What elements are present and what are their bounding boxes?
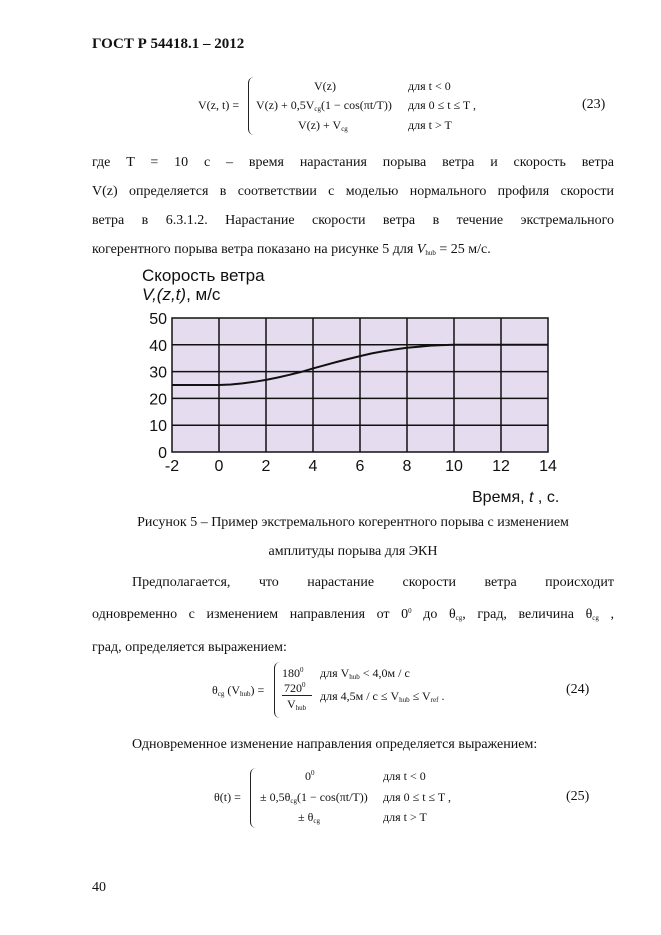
x-tick-label: 0 <box>214 458 224 475</box>
eq23-row1-cond: для t < 0 <box>408 79 451 93</box>
eq25-row3-cond: для t > T <box>383 810 427 824</box>
eq23-row3-expr: $V(z) + V_{cg}$ <box>298 118 348 133</box>
para2-line2: одновременно с изменением направления от $0^0$ до $\theta_{cg}$, град, величина $\theta_{cg}$ , <box>92 607 614 622</box>
eq25-row1-cond: для t < 0 <box>383 769 426 783</box>
eq25-row1-value: $0^0$ <box>305 769 315 783</box>
x-tick-label: 6 <box>355 458 365 475</box>
para1-line4: когерентного порыва ветра показано на рисунке 5 для $V_{hub} = 25$ м/с. <box>92 242 491 257</box>
para2-line3: град, определяется выражением: <box>92 640 287 655</box>
caption-line2: амплитуды порыва для ЭКН <box>268 544 438 559</box>
eq24-lhs: $\theta_{cg}$ $(V_{hub})$ = <box>212 683 265 698</box>
x-tick-label: 12 <box>492 458 510 475</box>
eq25-row3-expr: ± $\theta_{cg}$ <box>298 810 320 825</box>
y-tick-label: 20 <box>149 391 167 409</box>
paragraph-simultaneous-change <box>92 730 614 759</box>
eq25-brace <box>250 768 259 828</box>
x-tick-label: 10 <box>445 458 463 475</box>
para1-line3: ветра в 6.3.1.2. Нарастание скорости ветра в течение экстремального <box>92 213 614 228</box>
y-tick-label: 30 <box>149 364 167 382</box>
eq23-row2-cond: для 0 ≤ t ≤ T , <box>408 98 477 112</box>
eq25-row2-cond: для 0 ≤ t ≤ T , <box>383 790 452 804</box>
x-tick-label: 4 <box>308 458 318 475</box>
eq24-row2-cond: для $4,5м / с \le V_{hub} \le V_{ref}$ . <box>320 689 445 704</box>
x-tick-label: 8 <box>402 458 412 475</box>
eq23-row2-expr: $V(z) + 0,5V_{cg}(1 - \cos(\pi t/T))$ <box>256 98 392 113</box>
eq24-number: (24) <box>566 682 590 697</box>
eq24-row1-value: $180^0$ <box>282 666 304 680</box>
paragraph-direction-change <box>92 568 614 662</box>
eq25-lhs: θ(t) = <box>214 790 241 804</box>
figure-5-caption <box>92 508 614 566</box>
x-tick-label: -2 <box>164 458 180 475</box>
page-number: 40 <box>92 880 106 895</box>
eq24-row1-cond: для $V_{hub} < 4,0м / с$ <box>320 666 410 681</box>
para1-line1: где T = 10 с – время нарастания порыва ветра и скорость ветра <box>92 155 614 170</box>
x-tick-label: 2 <box>261 458 271 475</box>
para2-line1: Предполагается, что нарастание скорости ветра происходит <box>132 575 614 590</box>
document-code-header: ГОСТ Р 54418.1 – 2012 <box>92 36 245 52</box>
eq23-lhs: V(z, t) = <box>198 98 240 112</box>
para3-line1: Одновременное изменение направления определяется выражением: <box>132 737 538 752</box>
eq25-number: (25) <box>566 789 590 804</box>
y-tick-label: 50 <box>149 311 167 328</box>
eq23-row3-cond: для t > T <box>408 118 452 132</box>
x-tick-label: 14 <box>539 458 557 475</box>
eq25-row2-expr: ± $0,5\theta_{cg}(1 - \cos(\pi t/T))$ <box>260 790 368 805</box>
eq24-row2-numerator: $720^0$ <box>284 681 306 695</box>
wind-speed-chart <box>120 262 590 508</box>
eq23-number: (23) <box>582 97 606 112</box>
paragraph-gust-definition <box>92 148 614 268</box>
chart-title: Скорость ветра <box>142 266 265 285</box>
eq24-fraction-bar <box>282 695 312 696</box>
eq24-row2-denominator: $V_{hub}$ <box>287 697 307 712</box>
y-tick-label: 40 <box>149 337 167 355</box>
para1-line2: V(z) определяется в соответствии с моделью нормального профиля скорости <box>92 184 614 199</box>
y-tick-label: 10 <box>149 418 167 436</box>
eq23-row1-expr: V(z) <box>314 79 336 93</box>
caption-line1: Рисунок 5 – Пример экстремального когерентного порыва с изменением <box>137 515 569 530</box>
chart-y-label: V,(z,t), м/с <box>142 285 221 304</box>
y-tick-label: 0 <box>158 445 167 462</box>
chart-x-label: Время, t , с. <box>472 489 560 506</box>
